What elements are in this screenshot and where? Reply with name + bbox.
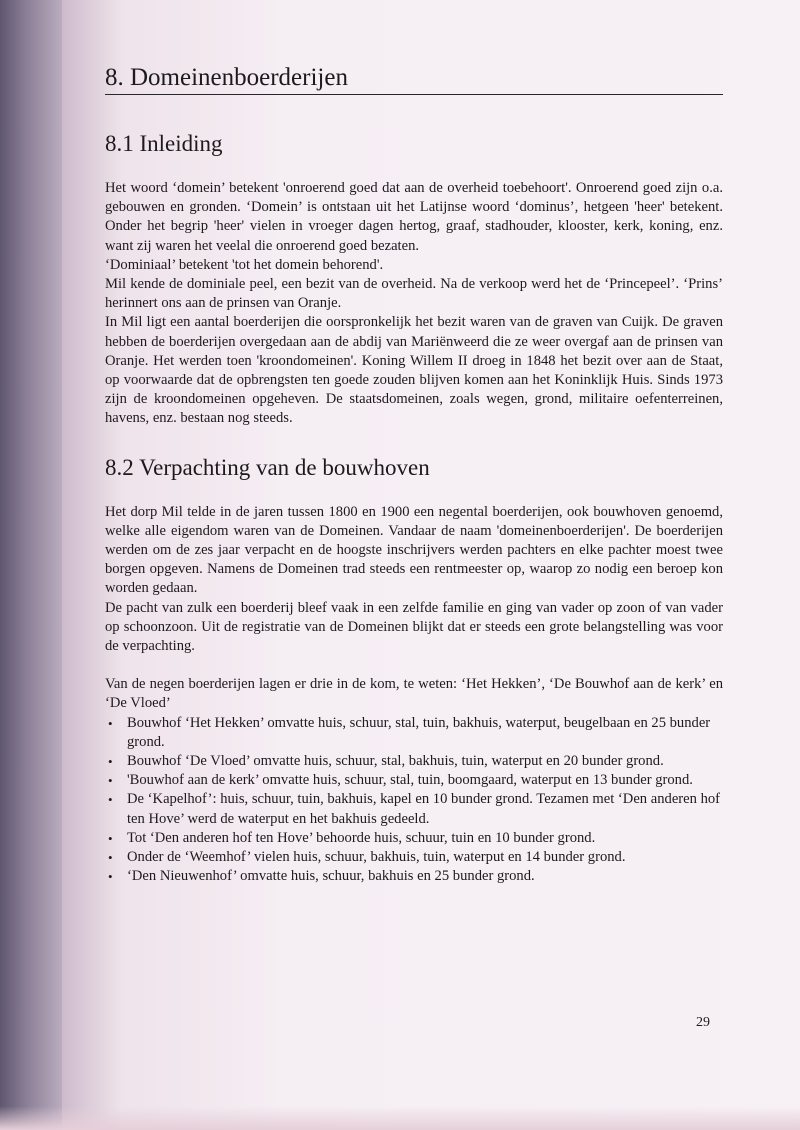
paragraph: Het woord ‘domein’ betekent 'onroerend goed dat aan de overheid toebehoort'. Onroerend goed zijn o.a. gebouwen en gronden. ‘Domein’ is ontstaan uit het Latijnse woord ‘dominus’, hetgeen 'heer' betekent. Onder het begrip 'heer' vielen in vroeger dagen hertog, graaf, stadhouder, klooster, kerk, koning, enz. want zij waren het veelal die onroerend goed bezaten.	[105, 180, 723, 254]
list-item	[105, 771, 723, 790]
farm-list	[105, 714, 723, 887]
list-item-text: 'Bouwhof aan de kerk’ omvatte huis, schuur, stal, tuin, boomgaard, waterput en 13 bunder grond.	[127, 772, 693, 789]
list-item	[105, 829, 723, 848]
paragraph: Mil kende de dominiale peel, een bezit van de overheid. Na de verkoop werd het de ‘Princepeel’. ‘Prins’ herinnert ons aan de prinsen van Oranje.	[105, 276, 723, 312]
list-intro: Van de negen boerderijen lagen er drie in de kom, te weten: ‘Het Hekken’, ‘De Bouwhof aan de kerk’ en ‘De Vloed’	[105, 676, 723, 712]
section-title-inleiding: 8.1 Inleiding	[105, 131, 223, 156]
chapter-title: 8. Domeinenboerderijen	[105, 64, 723, 95]
paragraph: ‘Dominiaal’ betekent 'tot het domein behorend'.	[105, 256, 384, 273]
list-item	[105, 714, 723, 752]
section-inleiding-body	[105, 179, 723, 429]
list-item-text: De ‘Kapelhof’: huis, schuur, tuin, bakhuis, kapel en 10 bunder grond. Tezamen met ‘Den anderen hof ten Hove’ werd de waterput en het bakhuis gedeeld.	[127, 791, 721, 827]
section-title-verpachting: 8.2 Verpachting van de bouwhoven	[105, 454, 430, 480]
page-content	[105, 64, 723, 887]
bullet-icon: •	[108, 869, 113, 885]
list-item-text: Bouwhof ‘Het Hekken’ omvatte huis, schuur, stal, tuin, bakhuis, waterput, beugelbaan en 25 bunder grond.	[127, 714, 711, 750]
paragraph: In Mil ligt een aantal boerderijen die oorspronkelijk het bezit waren van de graven van Cuijk. De graven hebben de boerderijen overgedaan aan de abdij van Mariënweerd die ze weer overgaf aan de prinsen van Oranje. Het werden toen 'kroondomeinen'. Koning Willem II droeg in 1848 het bezit over aan de Staat, op voorwaarde dat de opbrengsten ten goede zouden blijven komen aan het Koninklijk Huis. Sinds 1973 zijn de kroondomeinen opgeheven. De staatsdomeinen, zoals wegen, grond, militaire oefenterreinen, havens, enz. bestaan nog steeds.	[105, 314, 723, 427]
list-item	[105, 790, 723, 828]
paragraph: De pacht van zulk een boerderij bleef vaak in een zelfde familie en ging van vader op zoon of van vader op schoonzoon. Uit de registratie van de Domeinen blijkt dat er steeds een grote belangstelling was voor de verpachting.	[105, 599, 723, 655]
list-item-text: Bouwhof ‘De Vloed’ omvatte huis, schuur, stal, bakhuis, tuin, waterput en 20 bunder grond.	[127, 753, 664, 770]
section-verpachting-body	[105, 503, 723, 887]
bullet-icon: •	[108, 850, 113, 866]
list-item	[105, 752, 723, 771]
bullet-icon: •	[108, 715, 113, 731]
list-item-text: ‘Den Nieuwenhof’ omvatte huis, schuur, bakhuis en 25 bunder grond.	[127, 868, 535, 885]
list-item-text: Onder de ‘Weemhof’ vielen huis, schuur, bakhuis, tuin, waterput en 14 bunder grond.	[127, 849, 626, 866]
list-item	[105, 848, 723, 867]
bullet-icon: •	[108, 830, 113, 846]
list-item-text: Tot ‘Den anderen hof ten Hove’ behoorde huis, schuur, tuin en 10 bunder grond.	[127, 829, 596, 846]
page-number: 29	[696, 1015, 710, 1030]
bullet-icon: •	[108, 773, 113, 789]
bullet-icon: •	[108, 792, 113, 808]
bullet-icon: •	[108, 754, 113, 770]
list-item	[105, 867, 723, 886]
page-bottom-edge	[0, 1106, 800, 1130]
paragraph: Het dorp Mil telde in de jaren tussen 1800 en 1900 een negental boerderijen, ook bouwhoven genoemd, welke alle eigendom waren van de Domeinen. Vandaar de naam 'domeinenboerderijen'. De boerderijen werden om de zes jaar verpacht en de hoogste inschrijvers werden pachters en elke pachter moest twee borgen opgeven. Namens de Domeinen trad steeds een rentmeester op, waarop zo nodig een beroep kon worden gedaan.	[105, 503, 723, 597]
